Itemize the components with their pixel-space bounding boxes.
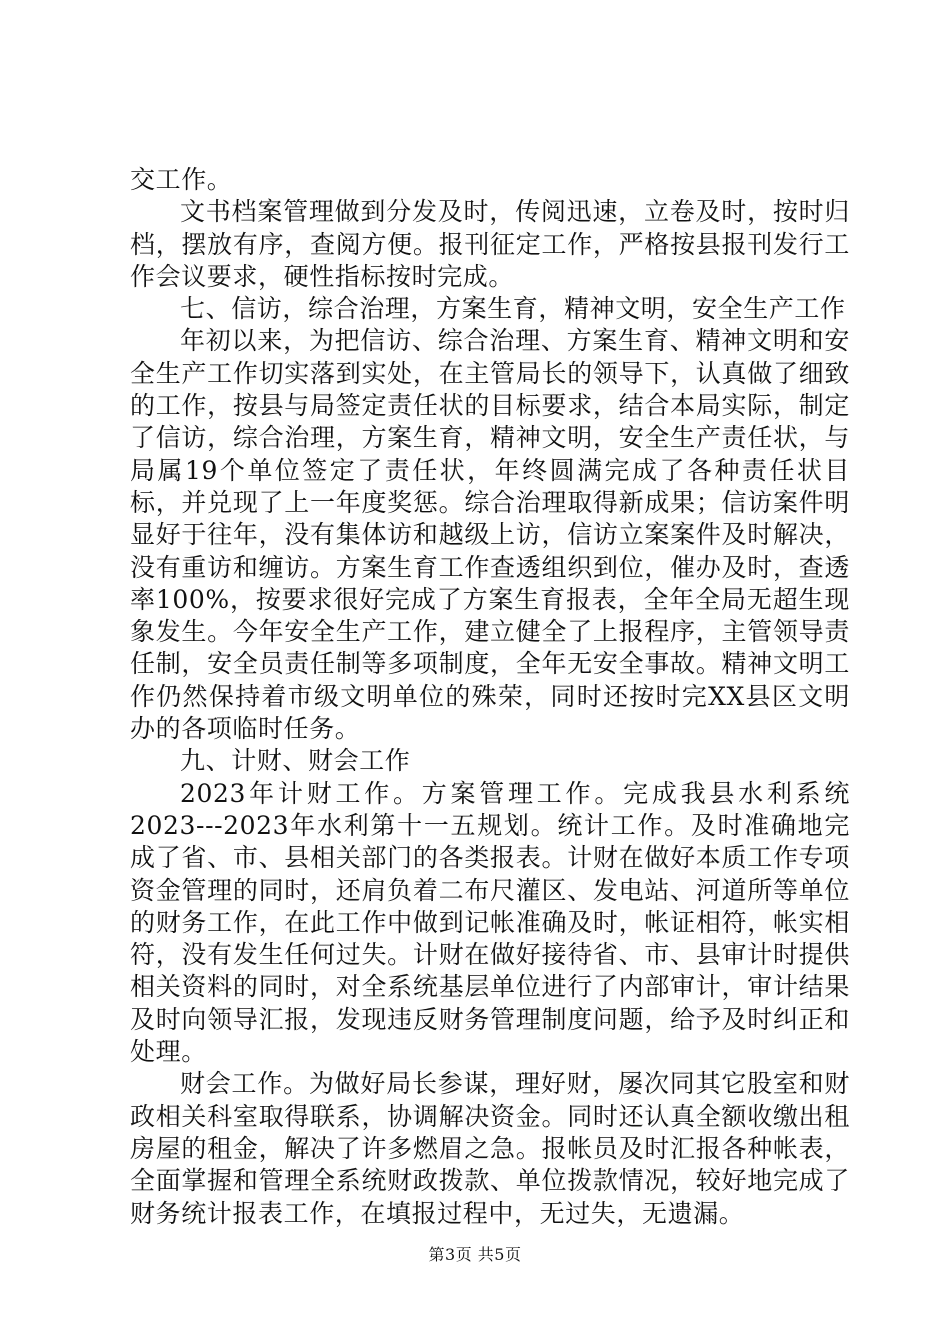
section-heading-seven: 七、信访，综合治理，方案生育，精神文明，安全生产工作: [180, 294, 846, 324]
paragraph-planning-finance: 2023年计财工作。方案管理工作。完成我县水利系统2023---2023年水利第十一五规划。统计工作。及时准确地完成了省、市、县相关部门的各类报表。计财在做好本质工作专项资金管理的同时，还肩负着二布尺灌区、发电站、河道所等单位的财务工作，在此工作中做到记帐准确及时，帐证相符，帐实相符，没有发生任何过失。计财在做好接待省、市、县审计时提供相关资料的同时，对全系统基层单位进行了内部审计，审计结果及时向领导汇报，发现违反财务管理制度问题，给予及时纠正和处理。: [130, 778, 850, 1067]
paragraph-petition-work: 年初以来，为把信访、综合治理、方案生育、精神文明和安全生产工作切实落到实处，在主管局长的领导下，认真做了细致的工作，按县与局签定责任状的目标要求，结合本局实际，制定了信访，综合治理，方案生育，精神文明，安全生产责任状，与局属19个单位签定了责任状，年终圆满完成了各种责任状目标，并兑现了上一年度奖惩。综合治理取得新成果；信访案件明显好于往年，没有集体访和越级上访，信访立案案件及时解决，没有重访和缠访。方案生育工作查透组织到位，催办及时，查透率100%，按要求很好完成了方案生育报表，全年全局无超生现象发生。今年安全生产工作，建立健全了上报程序，主管领导责任制，安全员责任制等多项制度，全年无安全事故。精神文明工作仍然保持着市级文明单位的殊荣，同时还按时完XX县区文明办的各项临时任务。: [130, 326, 850, 744]
paragraph-accounting-work: 财会工作。为做好局长参谋，理好财，屡次同其它股室和财政相关科室取得联系，协调解决资金。同时还认真全额收缴出租房屋的租金，解决了许多燃眉之急。报帐员及时汇报各种帐表，全面掌握和管理全系统财政拨款、单位拨款情况，较好地完成了财务统计报表工作，在填报过程中，无过失，无遗漏。: [130, 1069, 850, 1228]
page-number-footer: 第3页 共5页: [428, 1245, 522, 1264]
document-body: [130, 164, 850, 1230]
paragraph-continuation: 交工作。: [130, 165, 233, 194]
section-heading-nine: 九、计财、财会工作: [180, 746, 411, 776]
paragraph-archive-management: 文书档案管理做到分发及时，传阅迅速，立卷及时，按时归档，摆放有序，查阅方便。报刊征定工作，严格按县报刊发行工作会议要求，硬性指标按时完成。: [130, 197, 850, 291]
